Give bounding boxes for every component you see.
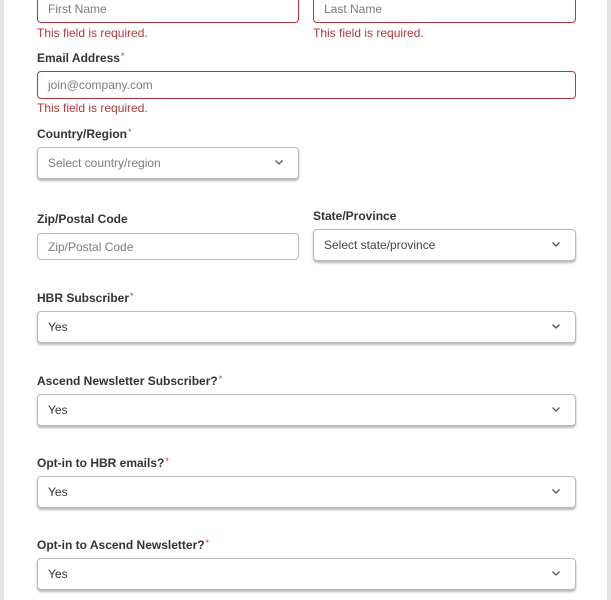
state-select[interactable] — [313, 229, 576, 261]
email-label-text: Email Address — [37, 51, 120, 65]
email-placeholder: join@company.com — [48, 78, 153, 92]
first-name-placeholder: First Name — [48, 1, 107, 16]
email-required-mark: * — [120, 51, 125, 61]
ascend-subscriber-label — [37, 374, 222, 388]
optin-hbr-value: Yes — [48, 485, 68, 499]
ascend-subscriber-value: Yes — [48, 403, 68, 417]
email-label — [37, 51, 124, 65]
chevron-down-icon — [551, 404, 561, 414]
state-label: State/Province — [313, 209, 397, 223]
optin-ascend-label — [37, 538, 209, 552]
zip-placeholder: Zip/Postal Code — [48, 239, 134, 254]
hbr-subscriber-required-mark: * — [130, 291, 134, 301]
last-name-input[interactable] — [313, 0, 576, 23]
optin-ascend-select[interactable] — [37, 558, 576, 590]
ascend-subscriber-label-text: Ascend Newsletter Subscriber? — [37, 374, 218, 388]
first-name-input[interactable] — [37, 0, 299, 23]
optin-hbr-select[interactable] — [37, 476, 576, 508]
ascend-subscriber-select[interactable] — [37, 394, 576, 426]
chevron-down-icon — [274, 157, 284, 167]
hbr-subscriber-label-text: HBR Subscriber — [37, 291, 130, 305]
optin-ascend-value: Yes — [48, 567, 68, 581]
hbr-subscriber-select[interactable] — [37, 311, 576, 343]
chevron-down-icon — [551, 486, 561, 496]
first-name-error: This field is required. — [37, 26, 148, 40]
optin-hbr-label — [37, 456, 169, 470]
country-select[interactable] — [37, 147, 299, 179]
email-error: This field is required. — [37, 101, 148, 115]
last-name-error: This field is required. — [313, 26, 424, 40]
hbr-subscriber-value: Yes — [48, 320, 68, 334]
country-label — [37, 127, 132, 141]
ascend-subscriber-required-mark: * — [218, 374, 223, 384]
chevron-down-icon — [551, 239, 561, 249]
country-label-text: Country/Region — [37, 127, 127, 141]
last-name-placeholder: Last Name — [324, 1, 383, 16]
page-frame-left — [0, 0, 4, 600]
zip-label: Zip/Postal Code — [37, 212, 128, 226]
chevron-down-icon — [551, 321, 561, 331]
country-select-value: Select country/region — [48, 156, 161, 170]
optin-hbr-required-mark: * — [165, 456, 169, 466]
optin-hbr-label-text: Opt-in to HBR emails? — [37, 456, 165, 470]
hbr-subscriber-label — [37, 291, 134, 305]
country-required-mark: * — [128, 127, 132, 137]
state-select-value: Select state/province — [324, 238, 436, 252]
optin-ascend-label-text: Opt-in to Ascend Newsletter? — [37, 538, 205, 552]
zip-input[interactable] — [37, 233, 299, 260]
optin-ascend-required-mark: * — [205, 538, 210, 548]
chevron-down-icon — [551, 568, 561, 578]
email-input[interactable] — [37, 71, 576, 99]
page-frame-right — [607, 0, 611, 600]
